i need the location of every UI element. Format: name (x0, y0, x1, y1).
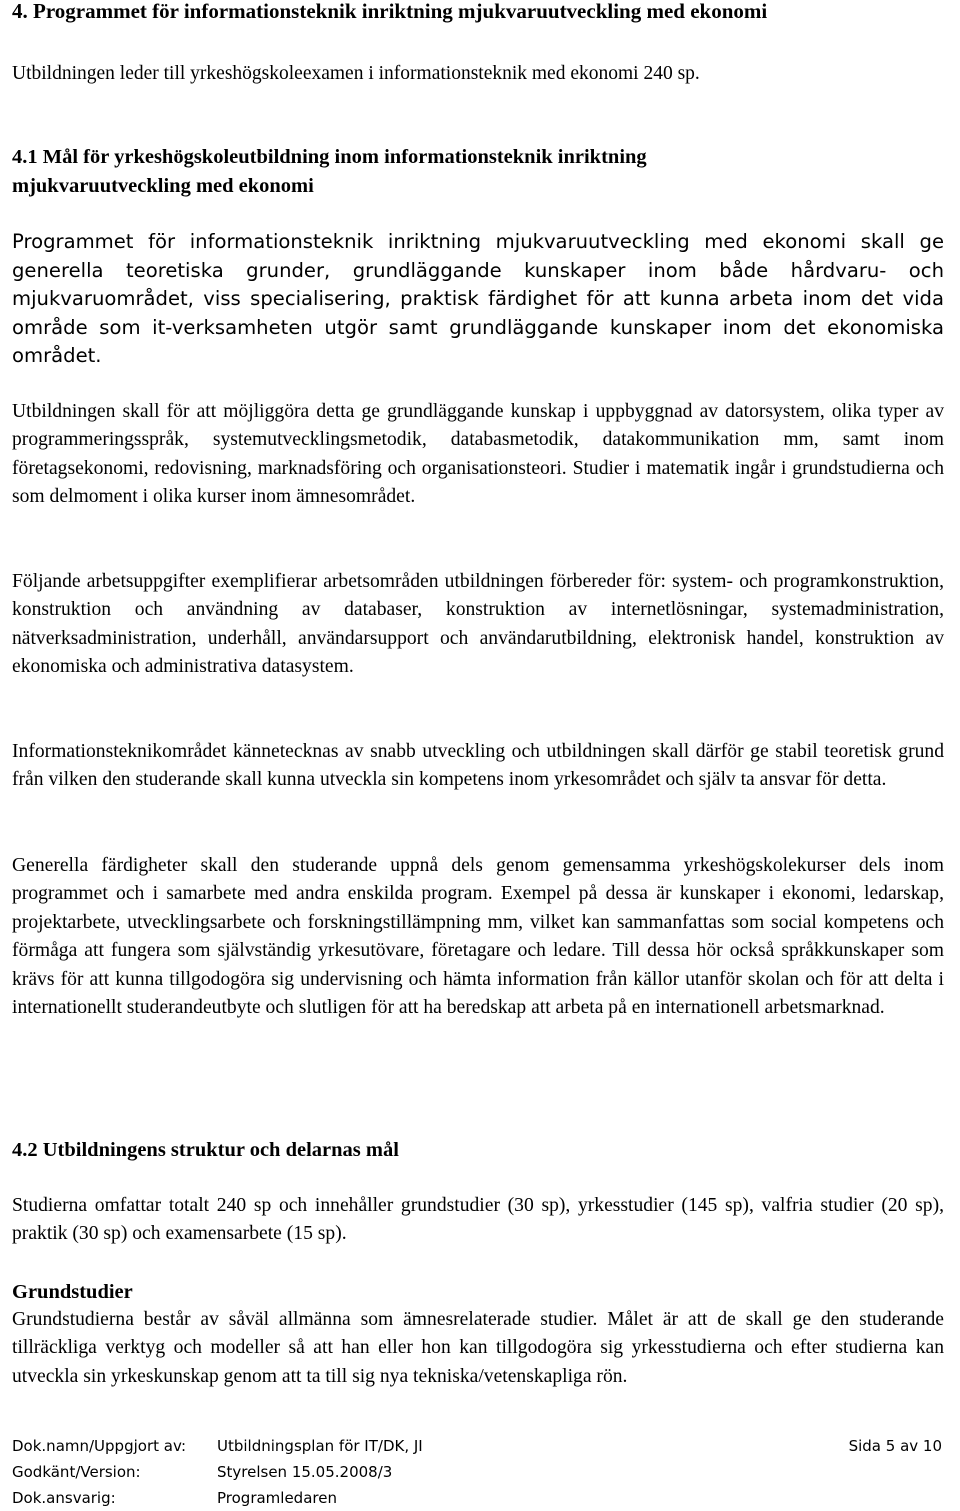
section-4-2-heading: 4.2 Utbildningens struktur och delarnas mål (12, 1139, 399, 1161)
page-footer (12, 1433, 944, 1511)
footer-page-number: Sida 5 av 10 (848, 1437, 942, 1455)
paragraph-general-skills: Generella färdigheter skall den studerande uppnå dels genom gemensamma yrkeshögskolekurser dels inom programmet och i samarbete med andra enskilda program. Exempel på dessa är kunskaper i ekonomi, ledarskap, projektarbete, utvecklingsarbete och forskningstillämpning mm, vilket kan sammanfattas som social kompetens och förmåga att fungera som självständig yrkesutövare, företagare och ledare. Till dessa hör också språkkunskaper som krävs för att kunna tillgodogöra sig undervisning och hämta information från källor utanför skolan och för att delta i internationellt studerandeutbyte och slutligen för att ha beredskap att arbeta på en internationell arbetsmarknad. (12, 855, 944, 1019)
paragraph-goals: Programmet för informationsteknik inriktning mjukvaruutveckling med ekonomi skall ge generella teoretiska grunder, grundläggande kunskaper inom både hårdvaru- och mjukvaruområdet, viss specialisering, praktisk färdighet för att kunna arbeta inom det vida område som it-verksamheten utgör samt grundläggande kunskaper inom det ekonomiska området. (12, 230, 944, 368)
paragraph-structure: Studierna omfattar totalt 240 sp och innehåller grundstudier (30 sp), yrkesstudier (145 sp), valfria studier (20 sp), praktik (30 sp) och examensarbete (15 sp). (12, 1195, 944, 1245)
grundstudier-heading: Grundstudier (12, 1281, 133, 1303)
footer-responsible-label: Dok.ansvarig: (12, 1489, 116, 1507)
footer-approved-label: Godkänt/Version: (12, 1463, 141, 1481)
paragraph-grundstudier: Grundstudierna består av såväl allmänna som ämnesrelaterade studier. Målet är att de skall ge den studerande tillräckliga verktyg och modeller så att han eller hon kan tillgodogöra sig yrkesstudierna och efter studierna kan utveckla sin yrkeskunskap genom att ta till sig nya tekniska/vetenskapliga rön. (12, 1309, 944, 1387)
footer-responsible-value: Programledaren (217, 1489, 337, 1507)
footer-approved-value: Styrelsen 15.05.2008/3 (217, 1463, 393, 1481)
section-4-1-heading-line2: mjukvaruutveckling med ekonomi (12, 175, 314, 197)
footer-doc-label: Dok.namn/Uppgjort av: (12, 1437, 187, 1455)
paragraph-it-field: Informationsteknikområdet kännetecknas av snabb utveckling och utbildningen skall därför ge stabil teoretisk grund från vilken den studerande skall kunna utveckla sin kompetens inom yrkesområdet och själv ta ansvar för detta. (12, 741, 944, 791)
paragraph-work-tasks: Följande arbetsuppgifter exemplifierar arbetsområden utbildningen förbereder för: system- och programkonstruktion, konstruktion och användning av databaser, konstruktion av internetlösningar, systemadministration, nätverksadministration, underhåll, användarsupport och användarutbildning, elektronisk handel, konstruktion av ekonomiska och administrativa datasystem. (12, 571, 944, 678)
section-4-1-heading (12, 143, 647, 201)
paragraph-knowledge: Utbildningen skall för att möjliggöra detta ge grundläggande kunskap i uppbyggnad av datorsystem, olika typer av programmeringsspråk, systemutvecklingsmetodik, databasmetodik, datakommunikation mm, samt inom företagsekonomi, redovisning, marknadsföring och organisationsteori. Studier i matematik ingår i grundstudierna och som delmoment i olika kurser inom ämnesområdet. (12, 401, 944, 508)
section-4-1-heading-line1: 4.1 Mål för yrkeshögskoleutbildning inom informationsteknik inriktning (12, 146, 647, 168)
footer-doc-value: Utbildningsplan för IT/DK, JI (217, 1437, 423, 1455)
intro-text: Utbildningen leder till yrkeshögskoleexamen i informationsteknik med ekonomi 240 sp. (12, 63, 700, 84)
chapter-heading: 4. Programmet för informationsteknik inriktning mjukvaruutveckling med ekonomi (12, 0, 768, 23)
